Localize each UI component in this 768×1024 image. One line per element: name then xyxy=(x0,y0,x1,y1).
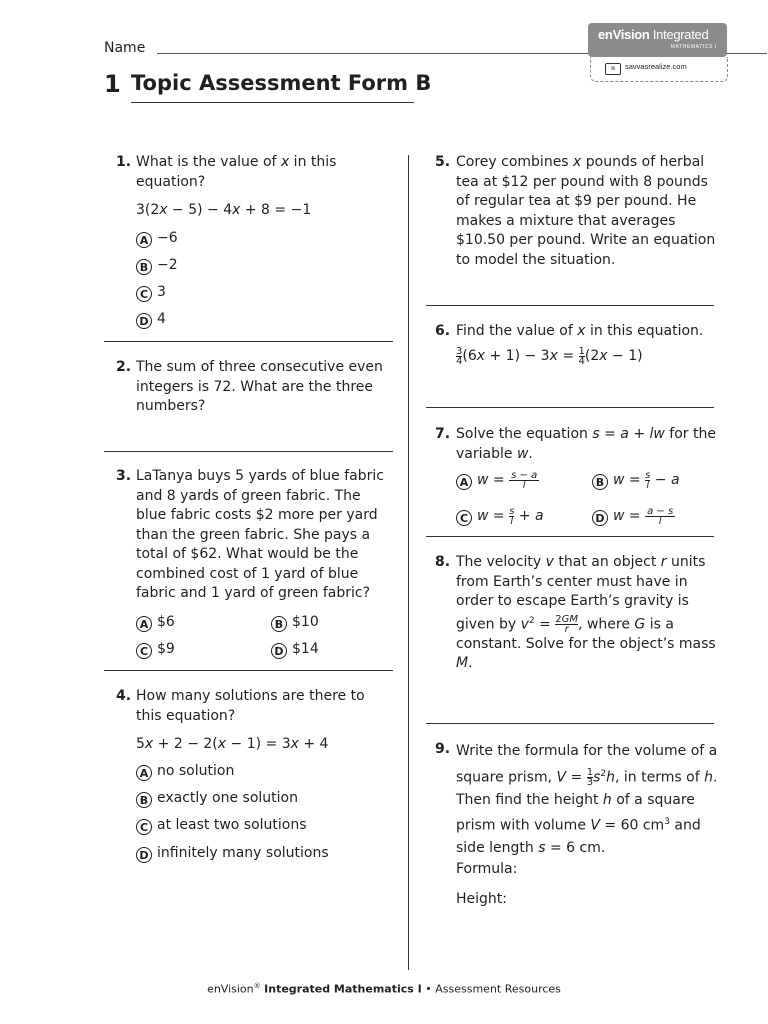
option-letter: D xyxy=(136,847,152,863)
option-letter: C xyxy=(136,286,152,302)
site-box xyxy=(590,57,728,82)
option-a[interactable]: A $6 xyxy=(136,613,175,632)
footer-bullet: • xyxy=(425,982,432,996)
question-number: 2. xyxy=(116,359,132,375)
question-text: Find the value of x in this equation. xyxy=(456,323,704,339)
equation: 3 4(6x + 1) − 3x = 1 4(2x − 1) xyxy=(456,346,643,367)
monitor-icon: ≋ xyxy=(605,63,621,75)
option-a[interactable]: A −6 xyxy=(136,229,178,248)
separator xyxy=(426,723,714,724)
topic-number: 1 xyxy=(104,70,121,98)
footer-product: Integrated Mathematics I xyxy=(264,982,422,996)
name-label: Name xyxy=(104,40,146,56)
option-letter: C xyxy=(456,510,472,526)
option-b[interactable]: B exactly one solution xyxy=(136,789,298,808)
height-label: Height: xyxy=(456,891,507,907)
option-letter: A xyxy=(136,232,152,248)
option-letter: A xyxy=(136,616,152,632)
footer-brand: enVision xyxy=(207,982,254,996)
question-text: LaTanya buys 5 yards of blue fabric and 8 yards of green fabric. The blue fabric costs $2 more per yard than the green fabric. She pays a total of $62. What would be the combined cost of 1 yard of blue fabric and 1 yard of green fabric? xyxy=(136,468,384,601)
option-b[interactable]: B w = $\frac{s}{l} - a$ xyxy=(592,471,680,490)
option-d[interactable]: D w = $\frac{a - s}{l}$ xyxy=(592,507,675,526)
question-number: 7. xyxy=(435,426,451,442)
formula-label: Formula: xyxy=(456,861,518,877)
question-text: Write the formula for the volume of a square prism, V = 1 $3s^2h$, in terms of h. Then find the height h of a square prism with volume V = 60 $cm^3$ and side length s = 6 cm. xyxy=(456,743,718,857)
question-number: 9. xyxy=(435,741,451,757)
question-number: 8. xyxy=(435,554,451,570)
option-b[interactable]: B $10 xyxy=(271,613,319,632)
separator xyxy=(104,670,393,671)
separator xyxy=(104,341,393,342)
question-number: 3. xyxy=(116,468,132,484)
site-link[interactable]: savvasrealize.com xyxy=(625,62,687,71)
separator xyxy=(426,407,714,408)
option-a[interactable]: A w = $\frac{s - a}{l}$ xyxy=(456,471,539,490)
question-text: Solve the equation s = a + lw for the variable w. xyxy=(456,426,716,462)
option-d[interactable]: D $14 xyxy=(271,640,319,659)
option-c[interactable]: C $9 xyxy=(136,640,175,659)
question-number: 1. xyxy=(116,154,132,170)
question-text: How many solutions are there to this equation? xyxy=(136,688,365,724)
question-text: What is the value of x in this equation? xyxy=(136,154,337,190)
option-letter: B xyxy=(136,792,152,808)
option-c[interactable]: C 3 xyxy=(136,283,166,302)
question-text: The sum of three consecutive even integers is 72. What are the three numbers? xyxy=(136,359,383,414)
option-letter: B xyxy=(592,474,608,490)
option-c[interactable]: C at least two solutions xyxy=(136,816,307,835)
footer-reg: ® xyxy=(253,982,261,990)
brand-logo xyxy=(588,23,727,57)
footer xyxy=(0,982,768,996)
question-number: 6. xyxy=(435,323,451,339)
option-letter: B xyxy=(136,259,152,275)
footer-suffix: Assessment Resources xyxy=(435,982,561,996)
option-d[interactable]: D infinitely many solutions xyxy=(136,844,329,863)
option-letter: D xyxy=(136,313,152,329)
brand-sub: Integrated xyxy=(652,27,709,42)
question-text: Corey combines x pounds of herbal tea at $12 per pound with 8 pounds of regular tea at $9 per pound. He makes a mixture that averages $10.50 per pound. Write an equation to model the situation. xyxy=(456,154,716,268)
title-rule xyxy=(131,102,414,103)
topic-title: Topic Assessment Form B xyxy=(131,71,432,95)
column-divider xyxy=(408,155,409,970)
equation: 5x + 2 − 2(x − 1) = 3x + 4 xyxy=(136,736,329,752)
question-number: 5. xyxy=(435,154,451,170)
option-b[interactable]: B −2 xyxy=(136,256,178,275)
separator xyxy=(426,305,714,306)
equation: 3(2x − 5) − 4x + 8 = −1 xyxy=(136,202,312,218)
brand-main: enVision xyxy=(598,27,650,42)
question-text: The velocity v that an object r units from Earth’s center must have in order to escape Earth’s gravity is given by $v^2$ = $\frac{2GM}{r}$, where G is a constant. Solve for the object’s mass M. xyxy=(456,554,716,672)
option-letter: D xyxy=(592,510,608,526)
separator xyxy=(426,536,714,537)
option-letter: C xyxy=(136,819,152,835)
option-letter: D xyxy=(271,643,287,659)
option-letter: A xyxy=(456,474,472,490)
option-letter: B xyxy=(271,616,287,632)
separator xyxy=(104,451,393,452)
brand-small: MATHEMATICS I xyxy=(670,44,717,50)
question-number: 4. xyxy=(116,688,132,704)
option-letter: C xyxy=(136,643,152,659)
option-letter: A xyxy=(136,765,152,781)
option-c[interactable]: C w = $\frac{s}{l} + a$ xyxy=(456,507,544,526)
option-a[interactable]: A no solution xyxy=(136,762,234,781)
option-d[interactable]: D 4 xyxy=(136,310,166,329)
